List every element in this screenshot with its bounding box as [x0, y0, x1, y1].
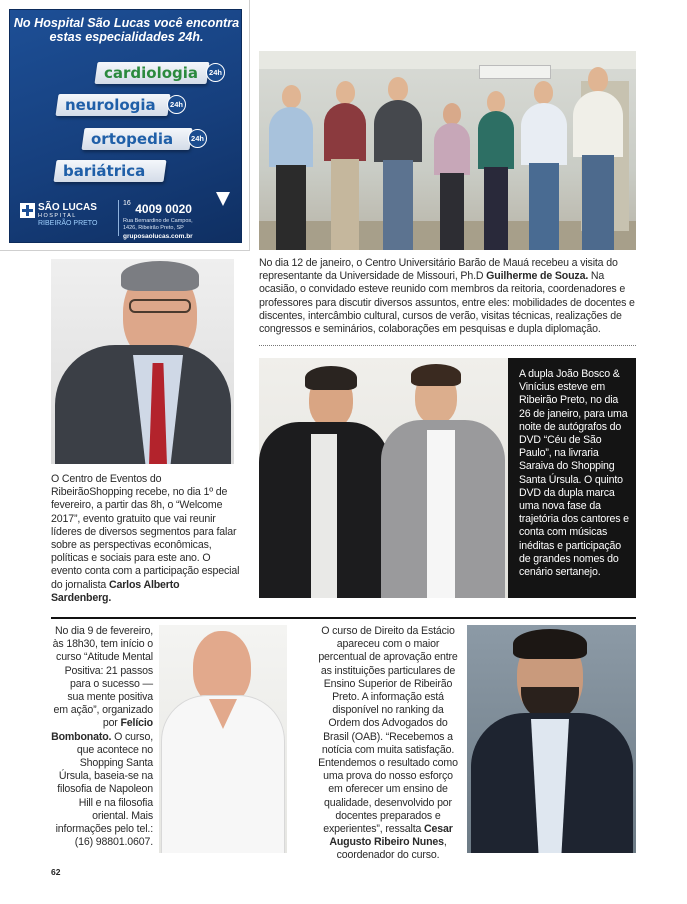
article-dupla-text: A dupla João Bosco & Vinícius esteve em Ribeirão Preto, no dia 26 de janeiro, para uma noite de autógrafos do DVD “Céu de São Paulo”, na livraria Saraiva do Shopping Santa Úrsula. O quinto DVD da dupla marca uma nova fase da trajetória dos cantores e conta com músicas inéditas e participação de grandes nomes do cenário sertanejo. [519, 368, 629, 579]
article-estacio-text: O curso de Direito da Estácio apareceu com o maior percentual de aprovação entre as instituições particulares de Ensino Superior de Ribeirão Preto. A informação está disponível no ranking da Ordem dos Advogados do Brasil (OAB). “Recebemos a notícia com muita satisfação. Entendemos o resultado como uma prova do nosso esforço em oferecer um ensino de qualidade, desenvolvido por docentes preparados e experientes”, ressalta [318, 625, 458, 836]
person-2 [322, 79, 368, 250]
ad-website-link[interactable]: gruposaolucas.com.br [123, 233, 193, 240]
article-welcome [51, 473, 241, 605]
article-curso-name: Felício Bombonato. [51, 717, 153, 743]
article-maua-text: No dia 12 de janeiro, o Centro Universitário Barão de Mauá recebeu a visita do representante da Universidade de Missouri, Ph.D [259, 257, 618, 283]
group-photo-maua [259, 51, 636, 250]
ad-24h-badge: 24h [188, 129, 207, 148]
ad-contact [123, 200, 193, 241]
cross-icon [20, 203, 35, 218]
ad-specialty-ortopedia [81, 128, 192, 150]
logo-sub-hospital: HOSPITAL [38, 213, 77, 219]
article-maua-name: Guilherme de Souza. [486, 270, 589, 283]
phone-prefix: 16 [123, 200, 131, 207]
address-line-2: 1426, Ribeirão Preto, SP [123, 225, 184, 231]
person-7 [571, 65, 625, 250]
photo-cesar-augusto [467, 625, 636, 853]
ad-24h-badge: 24h [167, 95, 186, 114]
photo-felicio-bombonato [159, 625, 287, 853]
photo-joao-bosco-vinicius [259, 358, 508, 598]
article-welcome-name: Carlos Alberto Sardenberg. [51, 578, 180, 604]
ad-specialty-bariatrica [53, 160, 166, 182]
hospital-advertisement[interactable] [9, 9, 242, 243]
ad-specialty-neurologia [55, 94, 170, 116]
ad-headline: No Hospital São Lucas você encontra estas especialidades 24h. [13, 16, 240, 44]
article-estacio [318, 625, 458, 863]
logo-sub-city: RIBEIRÃO PRETO [38, 220, 98, 227]
ad-specialty-label: neurologia [65, 96, 156, 114]
article-maua [259, 257, 639, 336]
ad-arrow-icon [216, 192, 230, 206]
address-line-1: Rua Bernardino de Campos, [123, 218, 193, 224]
photo-sardenberg [51, 259, 234, 464]
person-4 [432, 101, 472, 250]
article-curso [51, 625, 153, 849]
article-estacio-text-rest: , coordenador do curso. [336, 836, 447, 862]
logo-name: SÃO LUCAS [38, 202, 97, 213]
article-welcome-text: O Centro de Eventos do RibeirãoShopping recebe, no dia 1º de fevereiro, a partir das 8h, o “Welcome 2017”, evento gratuito que vai reunir líderes de diversos segmentos para falar sobre as perspectivas econômicas, políticas e sociais para este ano. O evento conta com a participação especial do jornalista [51, 473, 240, 591]
article-dupla-box [508, 358, 636, 598]
ad-specialty-cardiologia [94, 62, 209, 84]
person-1 [267, 83, 315, 250]
ad-specialty-label: bariátrica [63, 162, 146, 180]
phone-number[interactable]: 4009 0020 [135, 202, 192, 216]
ad-24h-badge: 24h [206, 63, 225, 82]
page-number: 62 [51, 867, 61, 877]
person-6 [519, 79, 569, 250]
person-5 [476, 89, 516, 250]
dotted-divider [259, 345, 636, 346]
section-divider [51, 617, 636, 619]
article-estacio-name: Cesar Augusto Ribeiro Nunes [329, 823, 453, 849]
ad-divider [118, 200, 119, 236]
ad-specialty-label: ortopedia [91, 130, 174, 148]
article-curso-text: No dia 9 de fevereiro, às 18h30, tem início o curso “Atitude Mental Positiva: 21 passos para o sucesso — sua mente positiva em ação”, organizado por [52, 625, 153, 730]
article-curso-text-rest: O curso, que acontece no Shopping Santa Úrsula, baseia-se na filosofia de Napoleon Hill e na filosofia oriental. Mais informações pelo tel.: (16) 98801.0607. [55, 730, 153, 849]
ad-specialty-label: cardiologia [104, 64, 199, 82]
article-maua-text-rest: Na ocasião, o convidado esteve reunido com membros da reitoria, coordenadores e professores para discutir diversos assuntos, entre eles: mobilidades de docentes e discentes, intercâmbio cultural, cursos de verão, visitas técnicas, realizações de congressos e seminários, colaborações em pesquisas e dupla diplomação. [259, 270, 635, 336]
person-3 [372, 75, 424, 250]
